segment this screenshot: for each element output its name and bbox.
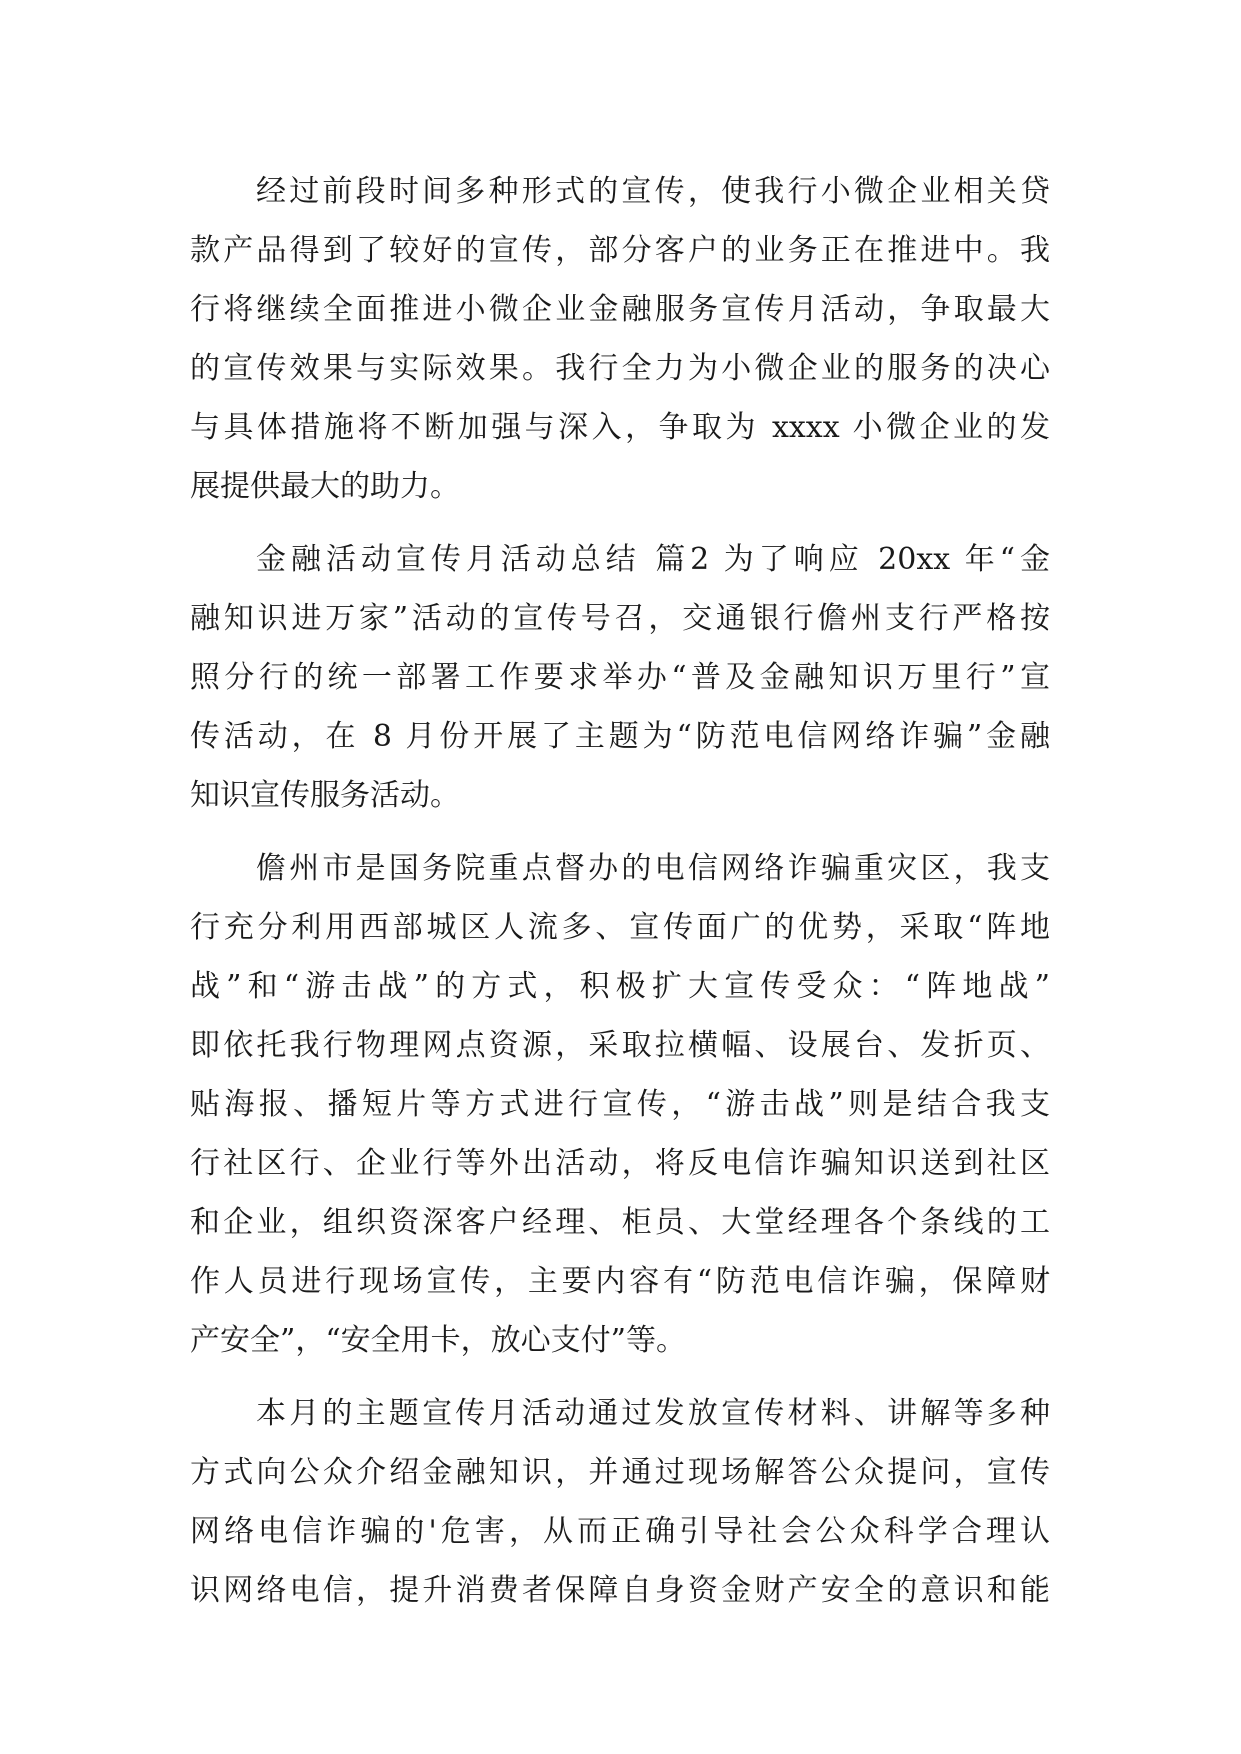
document-body <box>190 162 1050 1620</box>
text-line: 款产品得到了较好的宣传，部分客户的业务正在推进中。我 <box>190 233 1050 268</box>
text-line: 即依托我行物理网点资源，采取拉横幅、设展台、发折页、 <box>190 1028 1050 1063</box>
text-line: 行社区行、企业行等外出活动，将反电信诈骗知识送到社区 <box>190 1146 1050 1181</box>
text-line: 照分行的统一部署工作要求举办“普及金融知识万里行”宣 <box>190 660 1050 695</box>
text-line: 行将继续全面推进小微企业金融服务宣传月活动，争取最大 <box>190 292 1050 327</box>
text-line: 金融活动宣传月活动总结 篇2 为了响应 20xx 年“金 <box>256 542 1050 577</box>
text-line: 和企业，组织资深客户经理、柜员、大堂经理各个条线的工 <box>190 1205 1050 1240</box>
text-line: 本月的主题宣传月活动通过发放宣传材料、讲解等多种 <box>256 1396 1050 1431</box>
paragraph <box>190 162 1050 516</box>
text-line: 识网络电信，提升消费者保障自身资金财产安全的意识和能 <box>190 1573 1050 1608</box>
text-line: 知识宣传服务活动。 <box>190 778 460 813</box>
text-line: 的宣传效果与实际效果。我行全力为小微企业的服务的决心 <box>190 351 1050 386</box>
text-line: 展提供最大的助力。 <box>190 469 460 504</box>
paragraph <box>190 530 1050 825</box>
text-line: 与具体措施将不断加强与深入，争取为 xxxx 小微企业的发 <box>190 410 1050 445</box>
text-line: 产安全”，“安全用卡，放心支付”等。 <box>190 1323 687 1358</box>
text-line: 融知识进万家”活动的宣传号召，交通银行儋州支行严格按 <box>190 601 1050 636</box>
text-line: 战”和“游击战”的方式，积极扩大宣传受众：“阵地战” <box>190 969 1050 1004</box>
text-line: 方式向公众介绍金融知识，并通过现场解答公众提问，宣传 <box>190 1455 1050 1490</box>
text-line: 经过前段时间多种形式的宣传，使我行小微企业相关贷 <box>256 174 1050 209</box>
text-line: 作人员进行现场宣传，主要内容有“防范电信诈骗，保障财 <box>190 1264 1050 1299</box>
text-line: 传活动，在 8 月份开展了主题为“防范电信网络诈骗”金融 <box>190 719 1050 754</box>
text-line: 贴海报、播短片等方式进行宣传，“游击战”则是结合我支 <box>190 1087 1050 1122</box>
text-line: 行充分利用西部城区人流多、宣传面广的优势，采取“阵地 <box>190 910 1050 945</box>
text-line: 网络电信诈骗的'危害，从而正确引导社会公众科学合理认 <box>190 1514 1050 1549</box>
text-line: 儋州市是国务院重点督办的电信网络诈骗重灾区，我支 <box>256 851 1050 886</box>
paragraph <box>190 1384 1050 1620</box>
paragraph <box>190 839 1050 1370</box>
